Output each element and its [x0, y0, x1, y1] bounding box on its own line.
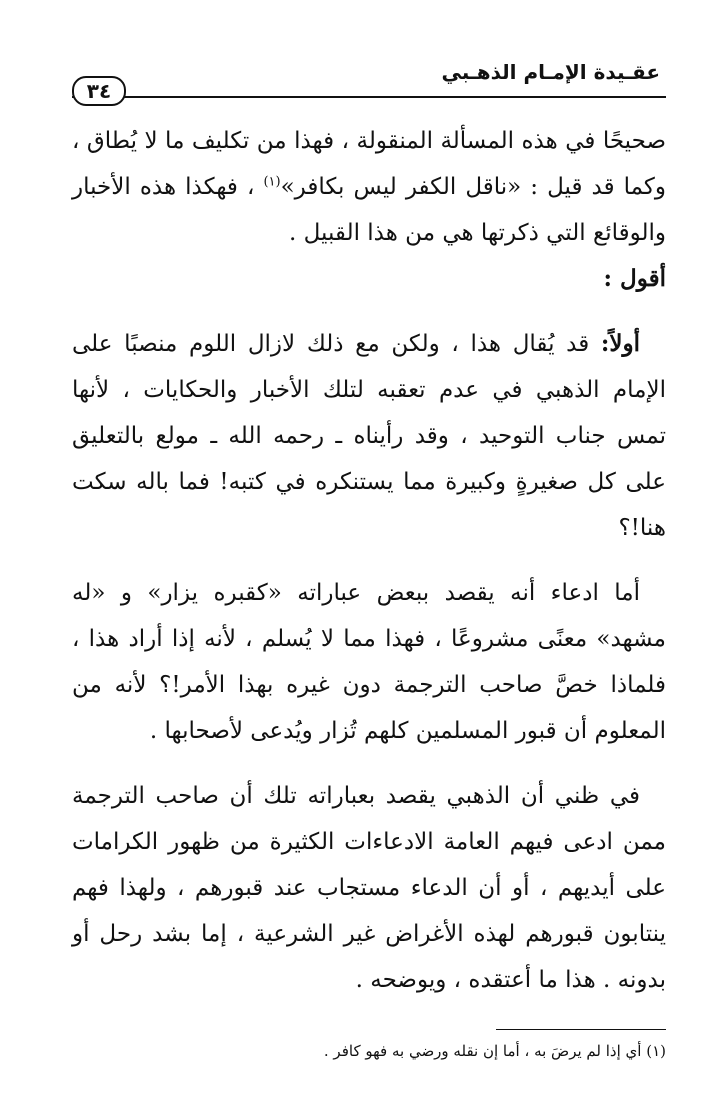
paragraph-1-part-1: صحيحًا في هذه المسألة المنقولة ، فهذا من تكليف ما لا يُطاق ، وكما قد قيل : «ناقل الكفر ليس بكافر»	[72, 128, 666, 200]
page-number-badge: ٣٤	[72, 76, 126, 106]
book-page	[72, 56, 666, 1062]
section-heading: أقول :	[603, 265, 666, 292]
paragraph-2-text: قد يُقال هذا ، ولكن مع ذلك لازال اللوم منصبًا على الإمام الذهبي في عدم تعقبه لتلك الأخبار والحكايات ، لأنها تمس جناب التوحيد ، وقد رأيناه ـ رحمه الله ـ مولع بالتعليق على كل صغيرةٍ وكبيرة مما يستنكره في كتبه! فما باله سكت هنا!؟	[72, 331, 666, 541]
paragraph-2	[72, 321, 666, 551]
footnote-text: أي إذا لم يرضَ به ، أما إن نقله ورضي به فهو كافر .	[323, 1042, 642, 1060]
footnote-marker: (١)	[646, 1042, 666, 1060]
book-title: عقـيدة الإمـام الذهـبي	[441, 60, 660, 84]
paragraph-2-lead: أولاً:	[600, 330, 640, 357]
paragraph-1-part-2: ، فهكذا هذه الأخبار والوقائع التي ذكرتها هي من هذا القبيل .	[72, 174, 666, 246]
running-header	[72, 56, 666, 103]
paragraph-4: في ظني أن الذهبي يقصد بعباراته تلك أن صاحب الترجمة ممن ادعى فيهم العامة الادعاءات الكثيرة من ظهور الكرامات على أيديهم ، أو أن الدعاء مستجاب عند قبورهم ، ولهذا فهم ينتابون قبورهم لهذه الأغراض غير الشرعية ، إما بشد رحل أو بدونه . هذا ما أعتقده ، ويوضحه .	[72, 783, 666, 993]
paragraph-3: أما ادعاء أنه يقصد ببعض عباراته «كقبره يزار» و «له مشهد» معنًى مشروعًا ، فهذا مما لا يُسلم ، لأنه إذا أراد هذا ، فلماذا خصَّ صاحب الترجمة دون غيره بهذا الأمر!؟ لأنه من المعلوم أن قبور المسلمين كلهم تُزار ويُدعى لأصحابها .	[72, 580, 666, 744]
footnote-reference: (١)	[263, 174, 281, 190]
paragraph-1	[72, 118, 666, 256]
footnote	[72, 1040, 666, 1062]
main-text	[72, 118, 666, 1003]
footnote-divider	[496, 1029, 666, 1030]
